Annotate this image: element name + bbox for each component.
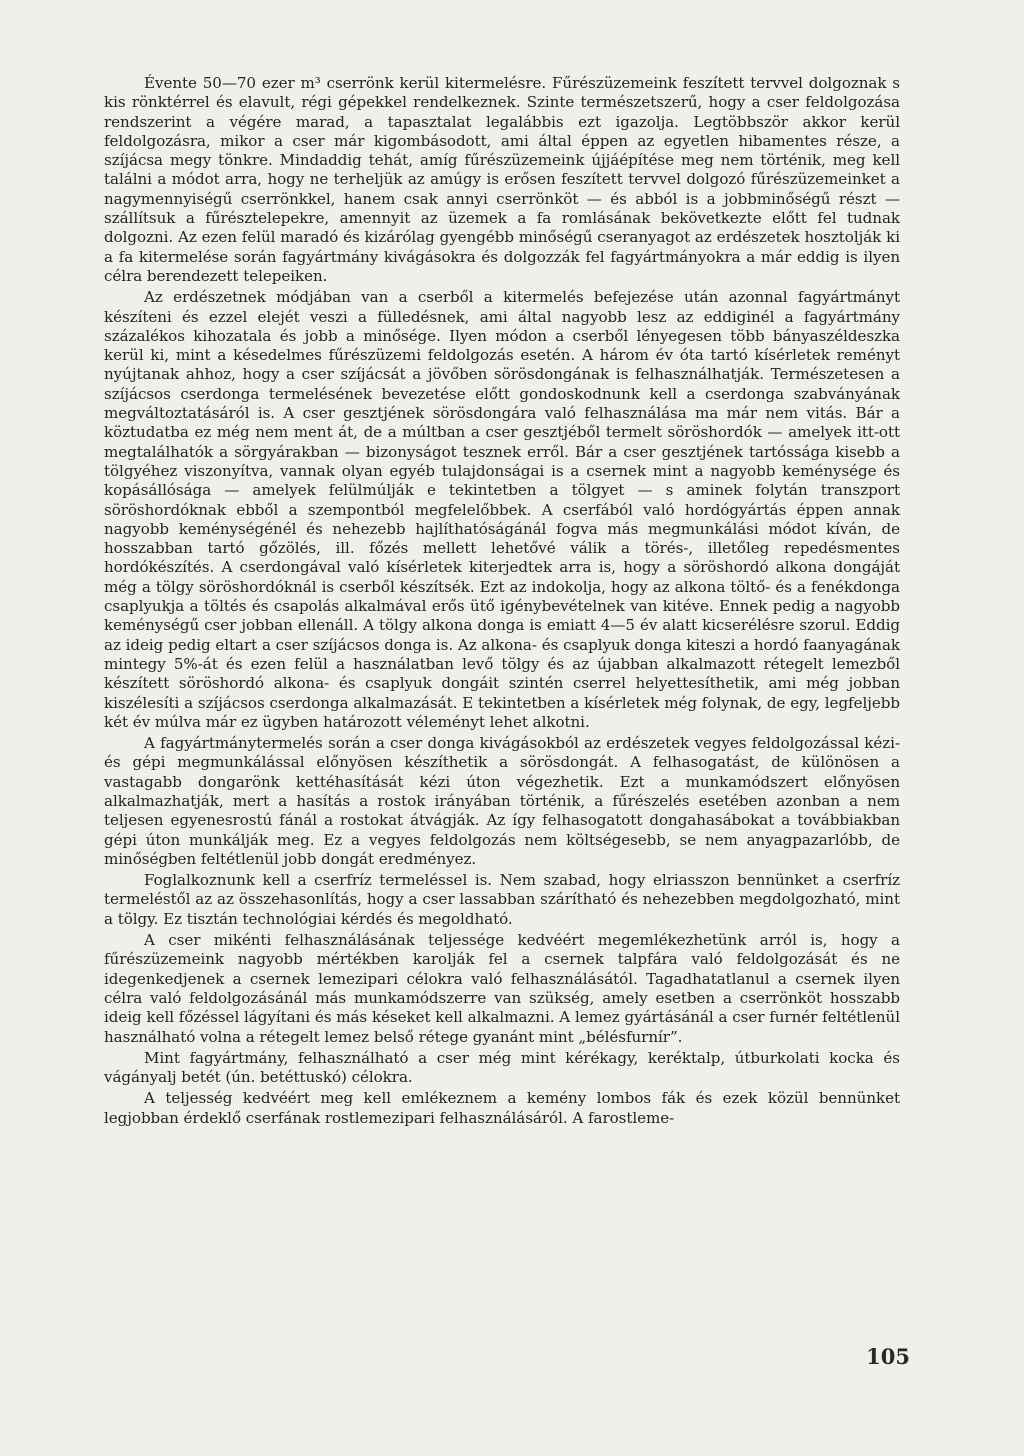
page-number: 105: [866, 1344, 910, 1369]
paragraph-2: Az erdészetnek módjában van a cserből a kitermelés befejezése után azonnal fagyártmányt készíteni és ezzel elejét veszi a fülledésnek, ami által nagyobb lesz az eddiginél a fagyártmány százalékos kihozatala és jobb a minősége. Ilyen módon a cserből lényegesen több bányaszéldeszka kerül ki, mint a késedelmes fűrészüzemi feldolgozás esetén. A három év óta tartó kísérletek reményt nyújtanak ahhoz, hogy a cser szíjácsát a jövőben sörösdongának is felhasználhatják. Természetesen a szíjácsos cserdonga termelésének bevezetése előtt gondoskodnunk kell a cserdonga szabványának megváltoztatásáról is. A cser gesztjének sörösdongára való felhasználása ma már nem vitás. Bár a köztudatba ez még nem ment át, de a múltban a cser gesztjéből termelt söröshordók — amelyek itt-ott megtalálhatók a sörgyárakban — bizonyságot tesznek erről. Bár a cser gesztjének tartóssága kisebb a tölgyéhez viszonyítva, vannak olyan egyéb tulajdonságai is a csernek mint a nagyobb keménysége és kopásállósága — amelyek felülmúlják e tekintetben a tölgyet — s aminek folytán transzport söröshordóknak ebből a szempontból megfelelőbbek. A cserfából való hordógyártás éppen annak nagyobb keménységénél és nehezebb hajlíthatóságánál fogva más megmunkálási módot kíván, de hosszabban tartó gőzölés, ill. főzés mellett lehetővé válik a törés-, illetőleg repedésmentes hordókészítés. A cserdongával való kísérletek kiterjedtek arra is, hogy a söröshordó alkona dongáját még a tölgy söröshordóknál is cserből készítsék. Ezt az indokolja, hogy az alkona töltő- és a fenékdonga csaplyukja a töltés és csapolás alkalmával erős ütő igénybevételnek van kitéve. Ennek pedig a nagyobb keménységű cser jobban ellenáll. A tölgy alkona donga is emiatt 4—5 év alatt kicserélésre szorul. Eddig az ideig pedig eltart a cser szíjácsos donga is. Az alkona- és csaplyuk donga kiteszi a hordó faanyagának mintegy 5%-át és ezen felül a használatban levő tölgy és az újabban alkalmazott rétegelt lemezből készített söröshordó alkona- és csaplyuk dongáit szintén cserrel helyettesíthetik, ami még jobban kiszélesíti a szíjácsos cserdonga alkalmazását. E tekintetben a kísérletek még folynak, de egy, legfeljebb két év múlva már ez ügyben határozott véleményt lehet alkotni.: [104, 288, 900, 731]
paragraph-6: Mint fagyártmány, felhasználható a cser még mint kérékagy, keréktalp, útburkolati kocka és vágányalj betét (ún. betéttuskó) célokra.: [104, 1048, 900, 1087]
paragraph-4: Foglalkoznunk kell a cserfríz termeléssel is. Nem szabad, hogy elriasszon bennünket a cserfríz termeléstől az az összehasonlítás, hogy a cser lassabban szárítható és nehezebben megdolgozható, mint a tölgy. Ez tisztán technológiai kérdés és megoldható.: [104, 871, 900, 928]
paragraph-3: A fagyártmánytermelés során a cser donga kivágásokból az erdészetek vegyes feldolgozással kézi- és gépi megmunkálással előnyösen készíthetik a sörösdongát. A felhasogatást, de különösen a vastagabb dongarönk kettéhasítását kézi úton végezhetik. Ezt a munkamódszert előnyösen alkalmazhatják, mert a hasítás a rostok irányában történik, a fűrészelés esetében azonban a nem teljesen egyenesrostú fánál a rostokat átvágják. Az így felhasogatott dongahasábokat a továbbiakban gépi úton munkálják meg. Ez a vegyes feldolgozás nem költségesebb, se nem anyagpazarlóbb, de minőségben feltétlenül jobb dongát eredményez.: [104, 734, 900, 868]
paragraph-5: A cser mikénti felhasználásának teljessége kedvéért megemlékezhetünk arról is, hogy a fűrészüzemeink nagyobb mértékben karolják fel a csernek talpfára való feldolgozását és ne idegenkedjenek a csernek lemezipari célokra való felhasználásától. Tagadhatatlanul a csernek ilyen célra való feldolgozásánál más munkamódszerre van szükség, amely esetben a cserrönköt hosszabb ideig kell főzéssel lágyítani és más késeket kell alkalmazni. A lemez gyártásánál a cser furnér feltétlenül használható volna a rétegelt lemez belső rétege gyanánt mint „bélésfurnír”.: [104, 931, 900, 1046]
paragraph-1: Évente 50—70 ezer m³ cserrönk kerül kitermelésre. Fűrészüzemeink feszített tervvel dolgoznak s kis rönktérrel és elavult, régi gépekkel rendelkeznek. Szinte természetszerű, hogy a cser feldolgozása rendszerint a végére marad, a tapasztalat legalábbis ezt igazolja. Legtöbbször akkor kerül feldolgozásra, mikor a cser már kigombásodott, ami által éppen az egyetlen hibamentes része, a szíjácsa megy tönkre. Mindaddig tehát, amíg fűrészüzemeink újjáépítése meg nem történik, meg kell találni a módot arra, hogy ne terheljük az amúgy is erősen feszített tervvel dolgozó fűrészüzemeinket a nagymennyiségű cserrönkkel, hanem csak annyi cserrönköt — és abból is a jobbminőségű részt — szállítsuk a fűrésztelepekre, amennyit az üzemek a fa romlásának bekövetkezte előtt fel tudnak dolgozni. Az ezen felül maradó és kizárólag gyengébb minőségű cseranyagot az erdészetek hosztolják ki a fa kitermelése során fagyártmány kivágásokra és dolgozzák fel fagyártmányokra a már eddig is ilyen célra berendezett telepeiken.: [104, 74, 900, 285]
paragraph-7: A teljesség kedvéért meg kell emlékeznem a kemény lombos fák és ezek közül bennünket legjobban érdeklő cserfának rostlemezipari felhasználásáról. A farostleme-: [104, 1089, 900, 1127]
body-text: [104, 74, 900, 1128]
